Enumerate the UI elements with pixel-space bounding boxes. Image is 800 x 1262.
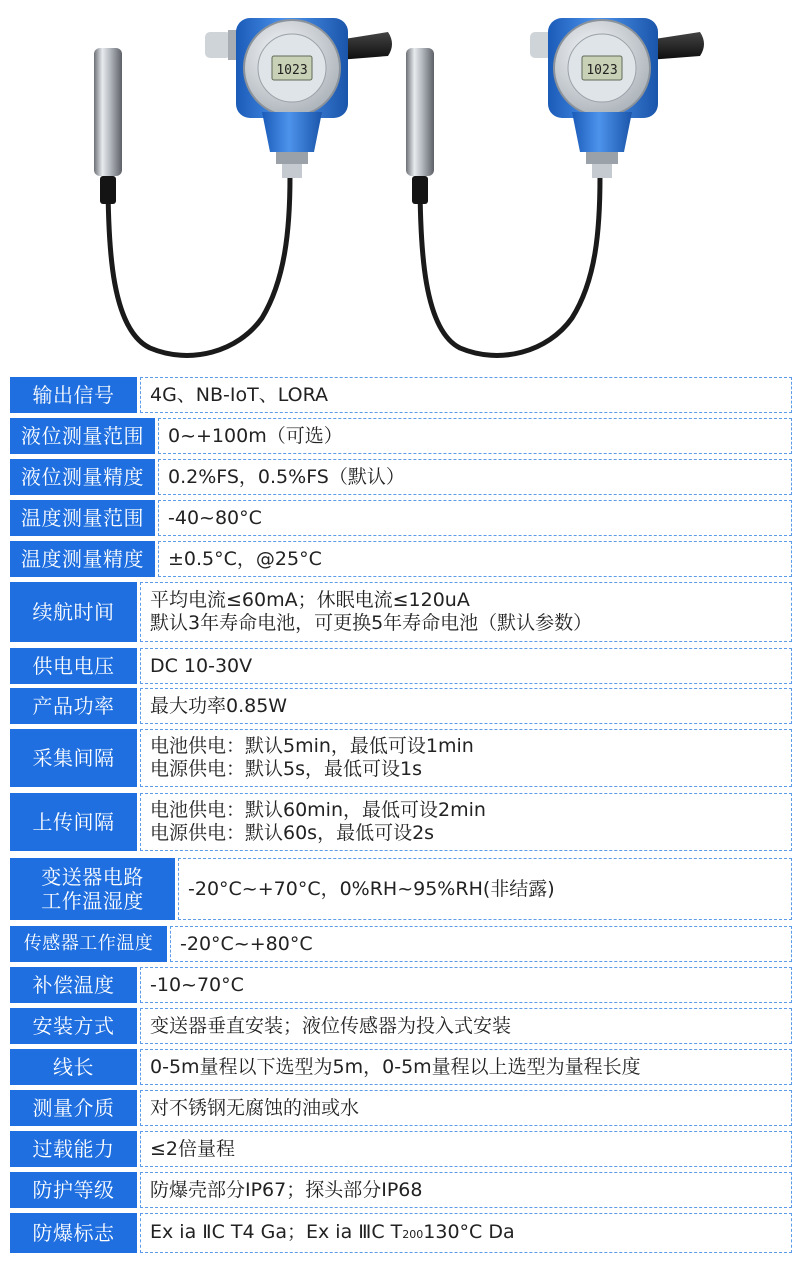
spec-value-line: 防爆壳部分IP67；探头部分IP68 bbox=[150, 1178, 423, 1201]
spec-label: 防护等级 bbox=[10, 1172, 137, 1208]
spec-value-line: 0~+100m（可选） bbox=[168, 424, 343, 447]
spec-value bbox=[140, 1008, 792, 1044]
spec-value bbox=[140, 967, 792, 1003]
spec-value-line: 4G、NB-IoT、LORA bbox=[150, 383, 329, 406]
spec-value-line: -20°C~+80°C bbox=[180, 932, 313, 955]
spec-label: 输出信号 bbox=[10, 377, 137, 413]
spec-value-line: ≤2倍量程 bbox=[150, 1137, 236, 1160]
spec-label: 温度测量范围 bbox=[10, 500, 155, 536]
spec-value-line: ±0.5°C，@25°C bbox=[168, 547, 322, 570]
spec-value bbox=[158, 541, 792, 577]
spec-label: 续航时间 bbox=[10, 582, 137, 642]
spec-value bbox=[170, 926, 792, 962]
spec-value bbox=[140, 648, 792, 684]
spec-value-line: 电池供电：默认5min，最低可设1min bbox=[150, 735, 474, 757]
spec-label: 产品功率 bbox=[10, 688, 137, 724]
spec-value-line: Ex ia ⅡC T4 Ga；Ex ia ⅢC T200130°C Da bbox=[150, 1220, 515, 1243]
spec-label: 液位测量精度 bbox=[10, 459, 155, 495]
spec-row bbox=[10, 1008, 792, 1044]
spec-row bbox=[10, 582, 792, 642]
spec-value bbox=[158, 418, 792, 454]
spec-label: 防爆标志 bbox=[10, 1213, 137, 1253]
spec-row bbox=[10, 1213, 792, 1253]
spec-row bbox=[10, 926, 792, 962]
spec-value bbox=[140, 377, 792, 413]
spec-value bbox=[158, 500, 792, 536]
spec-row bbox=[10, 648, 792, 684]
spec-value bbox=[140, 793, 792, 851]
spec-row bbox=[10, 1172, 792, 1208]
spec-value bbox=[140, 582, 792, 642]
spec-label: 采集间隔 bbox=[10, 729, 137, 787]
spec-value-line: 电源供电：默认5s，最低可设1s bbox=[150, 758, 422, 780]
spec-label: 测量介质 bbox=[10, 1090, 137, 1126]
spec-value-line: -40~80°C bbox=[168, 506, 262, 529]
spec-label: 变送器电路 工作温湿度 bbox=[10, 858, 175, 920]
spec-label: 传感器工作温度 bbox=[10, 926, 167, 962]
spec-value bbox=[140, 688, 792, 724]
temperature-class-subscript: 200 bbox=[402, 1227, 424, 1241]
spec-value bbox=[140, 1213, 792, 1253]
spec-value bbox=[158, 459, 792, 495]
spec-row bbox=[10, 967, 792, 1003]
spec-label: 温度测量精度 bbox=[10, 541, 155, 577]
spec-row bbox=[10, 500, 792, 536]
spec-value-line: 平均电流≤60mA；休眠电流≤120uA bbox=[150, 589, 470, 611]
spec-value bbox=[140, 1090, 792, 1126]
spec-value-line: 变送器垂直安装；液位传感器为投入式安装 bbox=[150, 1014, 512, 1037]
spec-value-line: 电池供电：默认60min，最低可设2min bbox=[150, 799, 486, 821]
spec-row bbox=[10, 541, 792, 577]
spec-label: 过载能力 bbox=[10, 1131, 137, 1167]
lcd-reading-left: 1023 bbox=[276, 63, 308, 78]
spec-label: 液位测量范围 bbox=[10, 418, 155, 454]
spec-value-line: -20°C~+70°C，0%RH~95%RH(非结露) bbox=[188, 877, 555, 900]
spec-label: 线长 bbox=[10, 1049, 137, 1085]
spec-value-line: 对不锈钢无腐蚀的油或水 bbox=[150, 1096, 360, 1119]
spec-row bbox=[10, 459, 792, 495]
spec-value-line: 0-5m量程以下选型为5m，0-5m量程以上选型为量程长度 bbox=[150, 1055, 641, 1078]
spec-row bbox=[10, 1131, 792, 1167]
spec-value-line: 默认3年寿命电池，可更换5年寿命电池（默认参数） bbox=[150, 612, 593, 634]
lcd-reading-right: 1023 bbox=[586, 63, 618, 78]
spec-row bbox=[10, 688, 792, 724]
spec-value bbox=[140, 729, 792, 787]
spec-row bbox=[10, 418, 792, 454]
spec-row bbox=[10, 858, 792, 920]
spec-value bbox=[140, 1049, 792, 1085]
spec-value-line: 电源供电：默认60s，最低可设2s bbox=[150, 822, 435, 844]
spec-row bbox=[10, 1049, 792, 1085]
spec-label: 安装方式 bbox=[10, 1008, 137, 1044]
spec-row bbox=[10, 793, 792, 851]
spec-value-line: 最大功率0.85W bbox=[150, 694, 288, 717]
spec-value bbox=[140, 1131, 792, 1167]
spec-label: 补偿温度 bbox=[10, 967, 137, 1003]
spec-value-line: DC 10-30V bbox=[150, 654, 253, 677]
spec-value-line: -10~70°C bbox=[150, 973, 244, 996]
spec-row bbox=[10, 377, 792, 413]
spec-row bbox=[10, 1090, 792, 1126]
spec-value bbox=[140, 1172, 792, 1208]
spec-label: 供电电压 bbox=[10, 648, 137, 684]
spec-value-line: 0.2%FS，0.5%FS（默认） bbox=[168, 465, 405, 488]
spec-label: 上传间隔 bbox=[10, 793, 137, 851]
spec-value bbox=[178, 858, 792, 920]
spec-row bbox=[10, 729, 792, 787]
